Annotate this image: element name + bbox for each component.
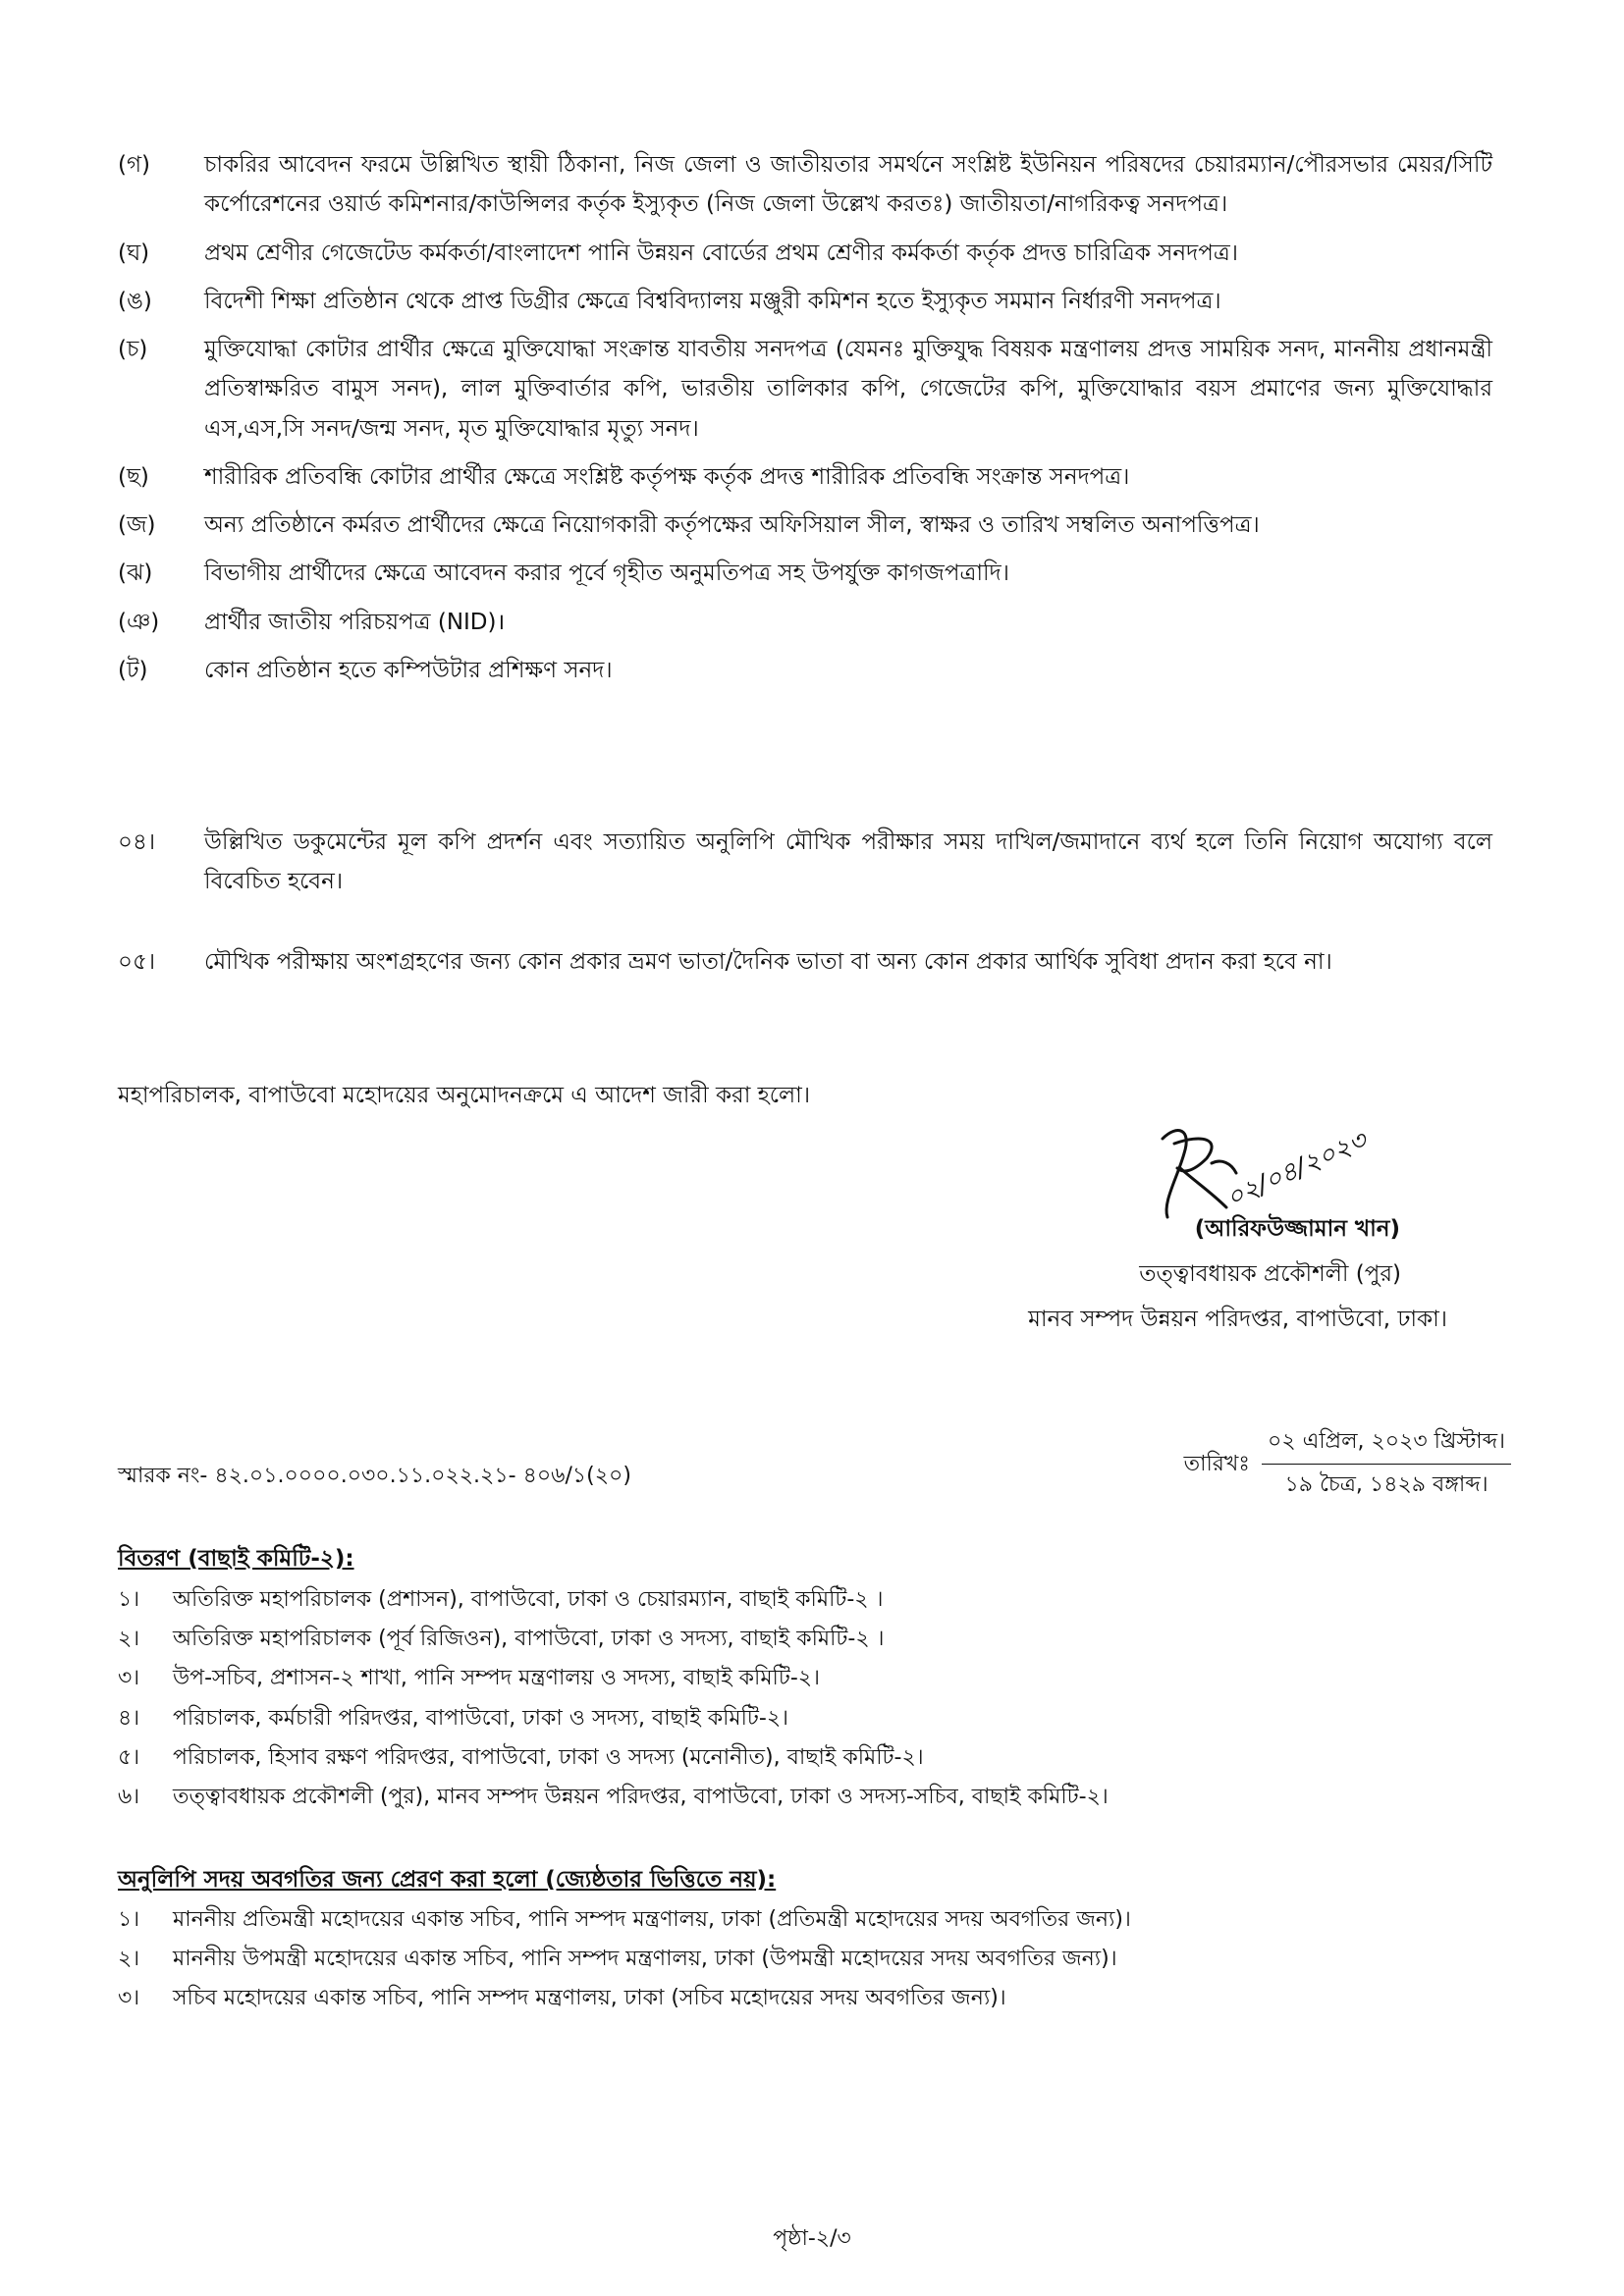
item-number: ৬।: [118, 1784, 140, 1809]
item-text: মাননীয় প্রতিমন্ত্রী মহোদয়ের একান্ত সচিব, পানি সম্পদ মন্ত্রণালয়, ঢাকা (প্রতিমন্ত্রী মহোদয়ের সদয় অবগতির জন্য)।: [173, 1907, 1131, 1932]
handwritten-date: ০২/০৪/২০২৩: [1221, 1125, 1372, 1214]
item-number: (ঝ): [118, 561, 153, 587]
item-number: ৪।: [118, 1705, 140, 1731]
item-text: মাননীয় উপমন্ত্রী মহোদয়ের একান্ত সচিব, পানি সম্পদ মন্ত্রণালয়, ঢাকা (উপমন্ত্রী মহোদয়ের সদয় অবগতির জন্য)।: [173, 1947, 1117, 1972]
item-text: বিদেশী শিক্ষা প্রতিষ্ঠান থেকে প্রাপ্ত ডিগ্রীর ক্ষেত্রে বিশ্ববিদ্যালয় মঞ্জুরী কমিশন হতে ইস্যুকৃত সমমান নির্ধারণী সনদপত্র।: [204, 288, 1221, 314]
item-text: প্রার্থীর জাতীয় পরিচয়পত্র (NID)।: [204, 609, 506, 635]
item-number: ২।: [118, 1947, 140, 1972]
list-item: [118, 1902, 1492, 1937]
document-item: [118, 457, 1492, 497]
document-item: [118, 330, 1492, 449]
item-number: (ঙ): [118, 288, 152, 314]
memo-number: স্মারক নং- ৪২.০১.০০০০.০৩০.১১.০২২.২১- ৪০৬/১(২০): [118, 1464, 631, 1488]
item-number: ২।: [118, 1627, 140, 1652]
item-number: ৫।: [118, 1744, 140, 1770]
item-number: (জ): [118, 512, 156, 538]
item-text: বিভাগীয় প্রার্থীদের ক্ষেত্রে আবেদন করার পূর্বে গৃহীত অনুমতিপত্র সহ উপর্যুক্ত কাগজপত্রাদি।: [204, 561, 1009, 587]
document-item: [118, 145, 1492, 225]
paragraph-05: [118, 942, 1492, 982]
item-text: সচিব মহোদয়ের একান্ত সচিব, পানি সম্পদ মন্ত্রণালয়, ঢাকা (সচিব মহোদয়ের সদয় অবগতির জন্য)।: [173, 1986, 1006, 2011]
paragraph-number: ০৪।: [118, 829, 156, 855]
item-text: প্রথম শ্রেণীর গেজেটেড কর্মকর্তা/বাংলাদেশ পানি উন্নয়ন বোর্ডের প্রথম শ্রেণীর কর্মকর্তা কর্তৃক প্রদত্ত চারিত্রিক সনদপত্র।: [204, 240, 1238, 266]
item-number: ১।: [118, 1907, 140, 1932]
copies-title: অনুলিপি সদয় অবগতির জন্য প্রেরণ করা হলো (জ্যেষ্ঠতার ভিত্তিতে নয়):: [118, 1867, 777, 1893]
list-item: [118, 1701, 1492, 1735]
item-text: অতিরিক্ত মহাপরিচালক (প্রশাসন), বাপাউবো, ঢাকা ও চেয়ারম্যান, বাছাই কমিটি-২ ।: [173, 1587, 884, 1612]
item-text: শারীরিক প্রতিবন্ধি কোটার প্রার্থীর ক্ষেত্রে সংশ্লিষ্ট কর্তৃপক্ষ কর্তৃক প্রদত্ত শারীরিক প্রতিবন্ধি সংক্রান্ত সনদপত্র।: [204, 463, 1130, 490]
list-item: [118, 1740, 1492, 1775]
list-item: [118, 1780, 1492, 1814]
paragraph-04: [118, 823, 1492, 902]
item-text: অন্য প্রতিষ্ঠানে কর্মরত প্রার্থীদের ক্ষেত্রে নিয়োগকারী কর্তৃপক্ষের অফিসিয়াল সীল, স্বাক্ষর ও তারিখ সম্বলিত অনাপত্তিপত্র।: [204, 512, 1260, 538]
document-item: [118, 651, 1492, 690]
gregorian-date: ০২ এপ্রিল, ২০২৩ খ্রিস্টাব্দ।: [1262, 1423, 1511, 1465]
paragraph-text: উল্লিখিত ডকুমেন্টের মূল কপি প্রদর্শন এবং সত্যায়িত অনুলিপি মৌখিক পরীক্ষার সময় দাখিল/জমাদানে ব্যর্থ হলে তিনি নিয়োগ অযোগ্য বলে বিবেচিত হবেন।: [204, 829, 1492, 895]
bengali-date: ১৯ চৈত্র, ১৪২৯ বঙ্গাব্দ।: [1284, 1471, 1489, 1497]
signatory-name: (আরিফউজ্জামান খান): [1194, 1216, 1400, 1242]
item-number: (ঞ): [118, 609, 160, 635]
item-number: ৩।: [118, 1986, 140, 2011]
item-text: পরিচালক, হিসাব রক্ষণ পরিদপ্তর, বাপাউবো, ঢাকা ও সদস্য (মনোনীত), বাছাই কমিটি-২।: [173, 1744, 924, 1770]
list-item: [118, 1661, 1492, 1695]
document-item: [118, 282, 1492, 321]
list-item: [118, 1981, 1492, 2015]
item-text: মুক্তিযোদ্ধা কোটার প্রার্থীর ক্ষেত্রে মুক্তিযোদ্ধা সংক্রান্ত যাবতীয় সনদপত্র (যেমনঃ মুক্তিযুদ্ধ বিষয়ক মন্ত্রণালয় প্রদত্ত সাময়িক সনদ, মাননীয় প্রধানমন্ত্রী প্রতিস্বাক্ষরিত বামুস সনদ), লাল মুক্তিবার্তার কপি, ভারতীয় তালিকার কপি, গেজেটের কপি, মুক্তিযোদ্ধার বয়স প্রমাণের জন্য মুক্তিযোদ্ধার এস,এস,সি সনদ/জন্ম সনদ, মৃত মুক্তিযোদ্ধার মৃত্যু সনদ।: [204, 337, 1492, 442]
document-item: [118, 554, 1492, 593]
item-text: অতিরিক্ত মহাপরিচালক (পূর্ব রিজিওন), বাপাউবো, ঢাকা ও সদস্য, বাছাই কমিটি-২ ।: [173, 1627, 885, 1652]
list-item: [118, 1942, 1492, 1976]
document-item: [118, 506, 1492, 545]
required-documents-list: [118, 145, 1492, 699]
paragraph-text: মৌখিক পরীক্ষায় অংশগ্রহণের জন্য কোন প্রকার ভ্রমণ ভাতা/দৈনিক ভাতা বা অন্য কোন প্রকার আর্থিক সুবিধা প্রদান করা হবে না।: [204, 949, 1332, 975]
document-item: [118, 603, 1492, 642]
list-item: [118, 1582, 1492, 1617]
item-text: পরিচালক, কর্মচারী পরিদপ্তর, বাপাউবো, ঢাকা ও সদস্য, বাছাই কমিটি-২।: [173, 1705, 789, 1731]
item-number: (ট): [118, 657, 148, 683]
page-number: পৃষ্ঠা-২/৩: [773, 2226, 851, 2251]
distribution-list: [118, 1582, 1492, 1819]
item-text: উপ-সচিব, প্রশাসন-২ শাখা, পানি সম্পদ মন্ত্রণালয় ও সদস্য, বাছাই কমিটি-২।: [173, 1666, 820, 1691]
approval-statement: মহাপরিচালক, বাপাউবো মহোদয়ের অনুমোদনক্রমে এ আদেশ জারী করা হলো।: [118, 1083, 811, 1108]
distribution-title: বিতরণ (বাছাই কমিটি-২):: [118, 1546, 354, 1572]
signatory-office: মানব সম্পদ উন্নয়ন পরিদপ্তর, বাপাউবো, ঢাকা।: [1028, 1307, 1447, 1332]
item-number: (গ): [118, 152, 151, 178]
document-item: [118, 234, 1492, 273]
date-block: [1184, 1423, 1511, 1504]
item-number: ৩।: [118, 1666, 140, 1691]
item-text: কোন প্রতিষ্ঠান হতে কম্পিউটার প্রশিক্ষণ সনদ।: [204, 657, 613, 683]
paragraph-number: ০৫।: [118, 949, 156, 975]
item-number: ১।: [118, 1587, 140, 1612]
date-label: তারিখঃ: [1183, 1451, 1251, 1476]
item-text: তত্ত্বাবধায়ক প্রকৌশলী (পুর), মানব সম্পদ উন্নয়ন পরিদপ্তর, বাপাউবো, ঢাকা ও সদস্য-সচিব, বাছাই কমিটি-২।: [173, 1784, 1109, 1809]
copies-list: [118, 1902, 1492, 2021]
item-number: (ঘ): [118, 240, 150, 266]
item-number: (চ): [118, 337, 148, 362]
date-lines: [1262, 1423, 1511, 1504]
signatory-designation: তত্ত্বাবধায়ক প্রকৌশলী (পুর): [1139, 1261, 1401, 1287]
item-text: চাকরির আবেদন ফরমে উল্লিখিত স্থায়ী ঠিকানা, নিজ জেলা ও জাতীয়তার সমর্থনে সংশ্লিষ্ট ইউনিয়ন পরিষদের চেয়ারম্যান/পৌরসভার মেয়র/সিটি কর্পোরেশনের ওয়ার্ড কমিশনার/কাউন্সিলর কর্তৃক ইস্যুকৃত (নিজ জেলা উল্লেখ করতঃ) জাতীয়তা/নাগরিকত্ব সনদপত্র।: [204, 152, 1492, 218]
item-number: (ছ): [118, 463, 149, 490]
list-item: [118, 1622, 1492, 1656]
